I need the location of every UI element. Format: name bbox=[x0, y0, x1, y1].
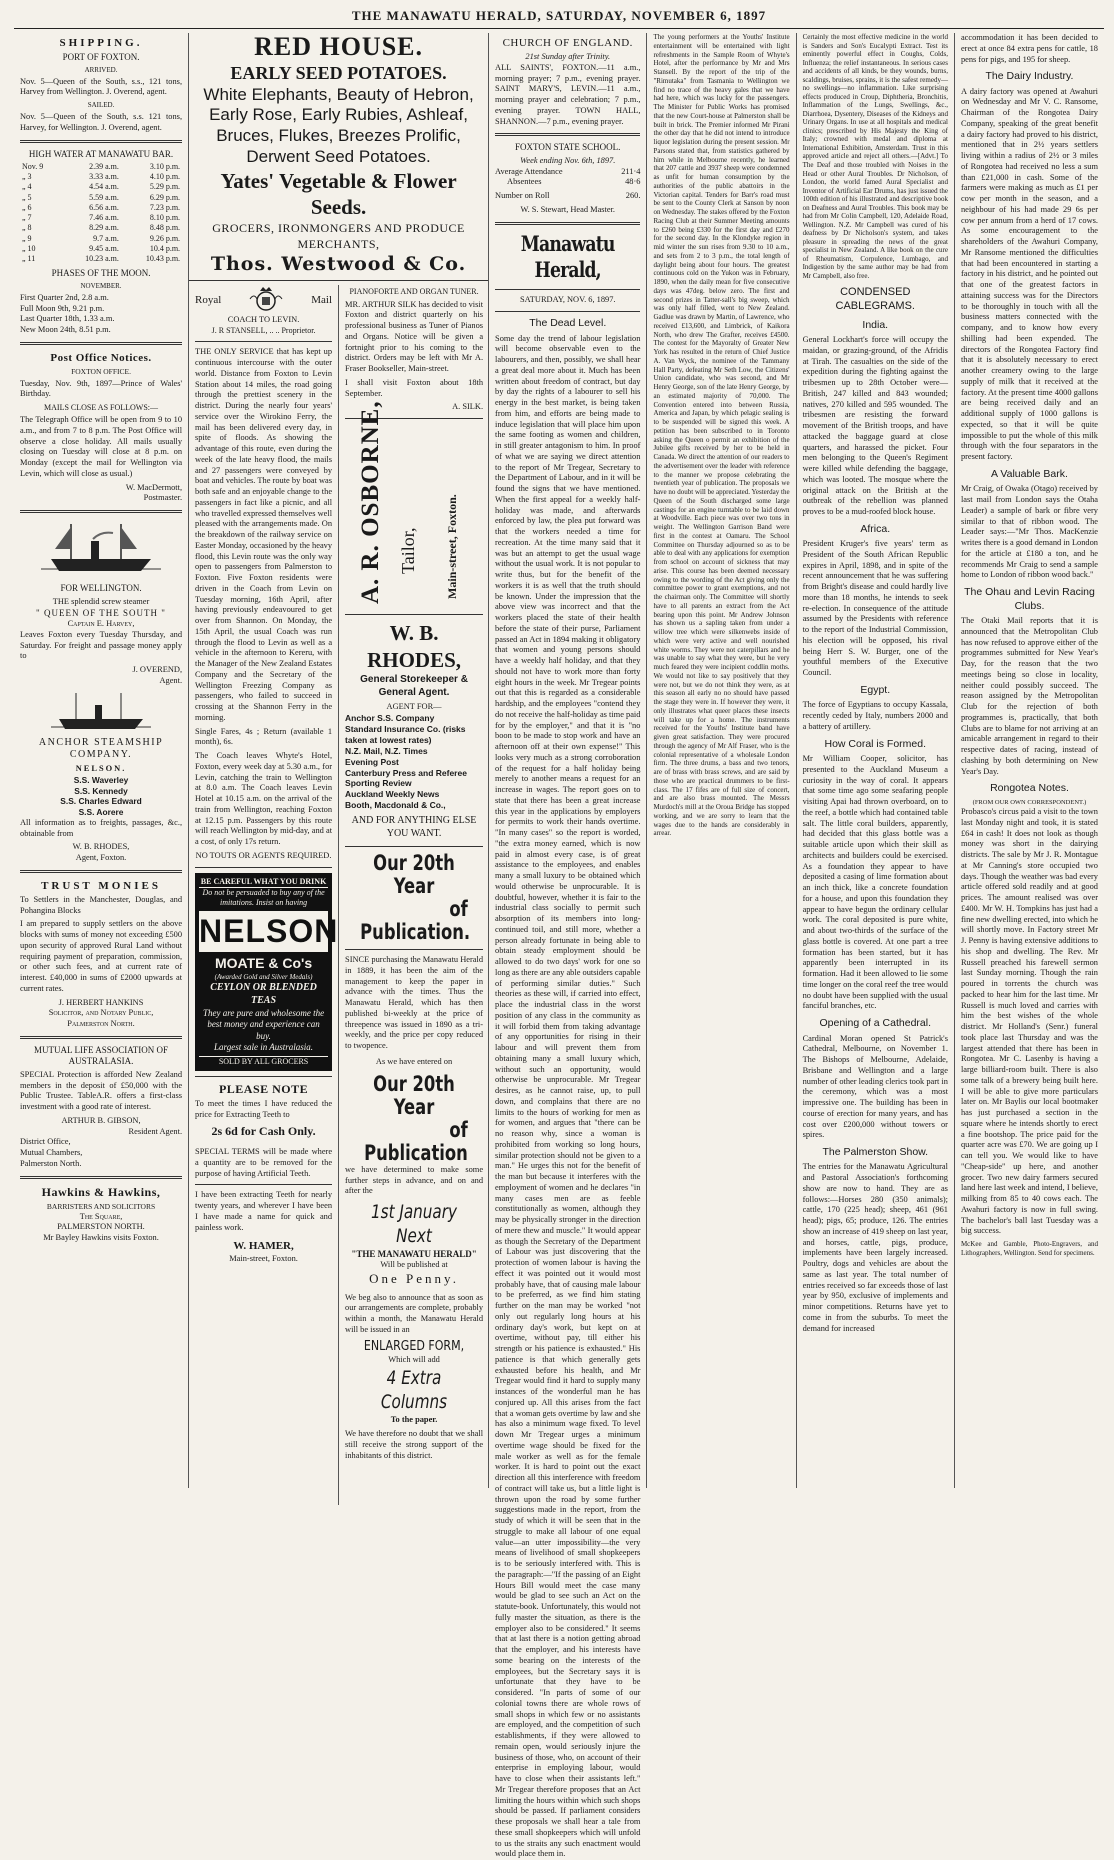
twentieth-which: Which will add bbox=[388, 1355, 440, 1365]
ohau-text: The Otaki Mail reports that it is announced that the Metropolitan Club has now refused to approve either of the programmes submitted for New Year's Day, for the reason that the two meetings being so close in locality, neither could possibly succeed. The reason assigned by the Metropolitan Club for the rejection of both programmes is, practically, that both Clubs are to blame for not arriving at an amicable arrangement in regard to their respective dates of racing, instead of clashing by both determining on New Year's Day. bbox=[960, 616, 1098, 776]
nelson-line3: (Awarded Gold and Silver Medals) bbox=[214, 973, 313, 982]
column-2 bbox=[189, 33, 489, 1488]
divider bbox=[345, 614, 483, 615]
nelson-line1: BE CAREFUL WHAT YOU DRINK bbox=[199, 877, 328, 888]
coach-times: The Coach leaves Whyte's Hotel, Foxton, every week day at 5.30 a.m., for Levin, catching the train to Wellington at 8.0 a.m. The Coach leaves Levin Hotel at 10.15 a.m. on the arrival of the train from Wellington, reaching Foxton at 12.15 p.m. Passengers by this route will reach Wellington by mid-day, and at a cost, of only 17s return. bbox=[195, 751, 333, 847]
tide-cell: 9.45 a.m. bbox=[89, 243, 119, 253]
nelson-line7: SOLD BY ALL GROCERS bbox=[199, 1056, 328, 1067]
column-5 bbox=[797, 33, 955, 1488]
coach-proprietor: J. R STANSELL, .. .. Proprietor. bbox=[211, 326, 316, 336]
tide-cell: „ 8 bbox=[22, 223, 32, 233]
osborne-trade: Tailor, bbox=[398, 527, 419, 575]
tide-cell: 3.10 p.m. bbox=[149, 162, 181, 172]
post-office-heading: Post Office Notices. bbox=[50, 351, 152, 364]
port-name: PORT OF FOXTON. bbox=[62, 52, 140, 63]
tide-row bbox=[20, 234, 182, 244]
mails-heading: MAILS CLOSE AS FOLLOWS:— bbox=[44, 403, 159, 412]
show-continued: accommodation it has been decided to erect at once 84 extra pens for cattle, 18 pens for pigs, and 195 for sheep. bbox=[960, 33, 1098, 64]
cables-heading: CONDENSED CABLEGRAMS. bbox=[835, 286, 915, 313]
moon-phase-item: Last Quarter 18th, 1.33 a.m. bbox=[20, 314, 115, 324]
tide-row bbox=[20, 182, 182, 192]
attendance-label: Average Attendance bbox=[495, 166, 563, 176]
twentieth-text: SINCE purchasing the Manawatu Herald in 1889, it has been the aim of the management to keep the paper in advance with the times. Thus the Manawatu Herald, which has then published bi-weekly at the price of threepence was issued in 1890 as a tri-weekly, and the price per copy reduced to twopence. bbox=[345, 955, 484, 1051]
tide-cell: 10.43 p.m. bbox=[145, 254, 181, 264]
tide-cell: 9.7 a.m. bbox=[93, 233, 119, 243]
tide-cell: 5.29 p.m. bbox=[149, 182, 181, 192]
school-absentees-row bbox=[495, 177, 640, 188]
divider bbox=[495, 289, 640, 290]
tide-row bbox=[20, 193, 182, 203]
steamer-schedule: Leaves Foxton every Tuesday Thursday, and Saturday. For freight and passage money apply to bbox=[20, 629, 183, 661]
tide-cell: „ 10 bbox=[22, 243, 36, 253]
school-heading: FOXTON STATE SCHOOL. bbox=[515, 142, 621, 153]
anchor-ship-item: S.S. Charles Edward bbox=[60, 796, 142, 807]
twentieth-paper: "THE MANAWATU HERALD" bbox=[351, 1248, 477, 1259]
mckee-advert: McKee and Gamble, Photo-Engravers, and Lithographers, Wellington. Send for specimens. bbox=[960, 1240, 1098, 1257]
divider bbox=[195, 1076, 332, 1077]
piano-heading: PIANOFORTE AND ORGAN TUNER. bbox=[349, 287, 479, 297]
piano-sign: A. SILK. bbox=[452, 402, 484, 412]
leader-article: Some day the trend of labour legislation will become observable even to the labourers, and then, possibly, we shall hear a great deal more about it. Much has been written about freedom of contract, but day by day the rights of a labourer to sell his energy in the best market, is being taken from him, and efforts are being made to induce legislation that will place him upon the same footing as women and children, in still greater antagonism to him. In proof of what we are saying we direct attention to the report of Mr Tregear, Secretary to the Department of Labour, and in it will be found the signs that we have mentioned. When the first appeal for a weekly half-holiday was made, and afterwards enforced by law, the plea put forward was that the workers needed a time for recreation. At the time many said that it was but an attempt to get the usual wage without the usual work. It is not popular to write thus, but for the benefit of the workers it is as well that the truth should be known. Under the impression that the above view was incorrect and that the workers placed the state of their health before the state of their purse, Parliament passed an Act in 1894 making it obligatory that women and young persons should have a weekly half holiday, and that they should not have to work more than forty eight hours in the week. Mr Tregear points out that this is regarded as a considerable hardship, and the employees "contend they do not receive the half-holiday as time paid for by the employer," and that it is "no boon to be made to stop work and have an afternoon off at their own expense!" This looks very much as a strong corroboration of the request for a half holiday being merely to another means a request for an increase in wages. The report goes on to state that there has been a great increase this year in the applications by employers for permits to work their hands overtime. "In many cases" so the report is worded, "the extra money earned, which is now paid in almost every case, is of great assistance to the employees, and enables many a small luxury to be obtained which would otherwise be unprocurable. It is doubtful, however, whether it is fair to the industrial class socially to permit such absorption of its members into long-continued toil, and still more, whether a person already fortunate in being able to obtain steady employment should be allowed to do two days' work for one so long as there are any able outsiders capable of performing similar duties." Such theories as these will, if carried into effect, place the industrial class in the worst position of any class in the community as it will forbid them from taking advantage of any opportunities for rising in their labour and will prevent them from obtaining many a small luxury which, without such an opportunity, would otherwise be unprocurable. Mr Tregear desires, as he cannot raise, up, to pull down, and complains that there are no limits to the hours of working for men as for women, and argues that "there can be no reason why, since a woman is prohibited from working so long hours, similar protection should not be given to a man." He urges this not for the benefit of the man but because it interferes with the employment of women and he declares "in many cases men are as feeble constitutionally as women, although they may be physically stronger in the direction of mere thew and muscle." It would appear as though the Secretary of the Department of Labour was just discovering that the protection of women labour is having the effect it was pointed out it would most probably have, that of causing male labour to be preferred, as we find him stating further on the man may be worked "not only out regularly long hours at his ordinary day's work, but kept on at overtime, without pay, till either his strength or his patience is exhausted." His patience is that which generally gets exhausted before his health, and Mr Tregear would find it hard to supply many instances of the wonderful man he has conjured up. All this arises from the fact that a woman gets overtime by law and she has also a minimum wage fixed. To level down Mr Tregear urges a minimum overtime wage should be fixed for the male worker as well as for the female worker. It is hard to point out the exact direction all this interference with freedom of contract will take us, but a little light is thrown upon the road by some further suggestions made in the report, from the study of which it will be seen that in the struggle to make all labour of one equal value—an utter impossibility—the very means of livelihood of small shopkeepers is to be seriously interfered with. This is the paragraph:—"If the passing of an Eight Hours Bill would meet the case many would be glad to see such an Act on the statute-book. Unfortunately, this would not fully master the situation, as there is the employer also to be considered." It seems that at last there is a notion getting abroad that the employer, and his interests have some bearing on the interests of the employees, but the Secretary says it is unfortunate that they have to be considered. "In parts of some of our colonial towns there are whole rows of small shops in which few or no assistants are employed, and the competition of such establishments, if they were allowed to remain open, would seriously injure the business of those, who, on account of their enterprise in employing labour, would have to close when their assistants left." Mr Tregear therefore proposes that an Act limiting the hours within which such shops should be passed. If parliament considers these proposals we shall hear a tale from these small shopkeepers which will unfold to us the straits any such enactment would would place them in. bbox=[495, 333, 641, 1859]
cathedral-text: Cardinal Moran opened St Patrick's Cathedral, Melbourne, on November 1. The Bishops of Melbourne, Adelaide, Brisbane and Wellington and a large number of other leading clerics took part in the ceremony, which was a most impressive one. The building has been in course of erection for many years, and has cost over £200,000 without towers or spires. bbox=[802, 1033, 948, 1140]
divider bbox=[345, 949, 483, 950]
tide-row bbox=[20, 254, 182, 264]
column-4 bbox=[647, 33, 796, 1488]
divider bbox=[495, 133, 640, 136]
divider bbox=[495, 311, 640, 312]
hankins-title: Solicitor, and Notary Public, bbox=[48, 1008, 154, 1018]
hawkins-addr: The Square, bbox=[79, 1211, 123, 1221]
gibson-name: ARTHUR B. GIBSON, bbox=[61, 1115, 141, 1125]
steamer-agent: J. OVEREND, bbox=[132, 665, 183, 675]
show-heading: The Palmerston Show. bbox=[822, 1146, 929, 1158]
twentieth-to-paper: To the paper. bbox=[390, 1414, 438, 1424]
twentieth-price: One Penny. bbox=[369, 1271, 459, 1287]
divider bbox=[20, 140, 182, 143]
rhodes-name: W. B. RHODES, bbox=[367, 621, 462, 672]
hawkins-heading: Hawkins & Hawkins, bbox=[41, 1184, 161, 1199]
tide-cell: „ 4 bbox=[22, 182, 32, 192]
tide-cell: 5.59 a.m. bbox=[89, 192, 119, 202]
roll-value: 260. bbox=[625, 191, 641, 201]
rongotea-correspondent: (FROM OUR OWN CORRESPONDENT.) bbox=[972, 798, 1087, 806]
hawkins-place: PALMERSTON NORTH. bbox=[57, 1222, 145, 1232]
tide-row bbox=[20, 162, 182, 172]
herald-title: Manawatu Herald, bbox=[520, 230, 615, 283]
mail-label: Mail bbox=[311, 294, 333, 307]
divider bbox=[195, 1184, 332, 1185]
rhodes-agency-item: N.Z. Mail, N.Z. Times bbox=[345, 745, 428, 756]
mutual-addr-1: District Office, bbox=[20, 1137, 71, 1147]
rhodes-agent-for: AGENT FOR— bbox=[386, 702, 442, 712]
anchor-ship-item: S.S. Aorere bbox=[78, 807, 124, 818]
twentieth-line2: of Publication. bbox=[360, 896, 471, 944]
coach-body: THE ONLY SERVICE that has kept up continuous intercourse with the outer world. Distance from Foxton to Levin Station about 14 miles, the road going through the prettiest scenery in the district. During the nearly four years' service over the Wirokino Ferry, the mail has been delivered every day, in spite of floods. As showing the advantage of this route, even during the week of the late heavy flood, the mails and 27 passengers were conveyed by boat and vehicles. The route by boat was both safe and an enjoyable change to the passengers in fact like a picnic, and all who travelled expressed themselves well pleased with the arrangements made. On the breakdown of the railway service on Easter Monday, occasioned by the heavy flood, this Levin route was the only way open to passengers from Palmerston to Foxton. Five Foxton residents were driven in the Coach from Levin on Tuesday morning, 16th April, after having previously endeavoured to get over from Shannon. On Monday, the 15th April, the usual Coach was run through the flood to Levin as well as a vehicle in the afternoon to Kereru, with the Manager of the New Zealand Estates Company and the Secretary of the Wellington Freezing Company as passengers, who failed to succeed in crossing at the Shannon Ferry in the morning. bbox=[195, 347, 333, 722]
mutual-addr-3: Palmerston North. bbox=[20, 1158, 82, 1168]
twentieth-entered: As we have entered on bbox=[375, 1056, 453, 1066]
anchor-heading: ANCHOR STEAMSHIP COMPANY. bbox=[38, 736, 164, 761]
twentieth-determined: we have determined to make some further steps in advance, and on and after the bbox=[345, 1164, 484, 1196]
tide-row bbox=[20, 244, 182, 254]
tide-cell: „ 11 bbox=[22, 254, 36, 264]
tide-cell: „ 5 bbox=[22, 192, 32, 202]
tide-cell: 6.29 p.m. bbox=[149, 192, 181, 202]
tide-row bbox=[20, 223, 182, 233]
rongotea-text: Probasco's circus paid a visit to the town last Monday night and took, it is stated £64 in cash! It does not look as though money was short in the dairying districts. The sale by Mr J. R. Montague at Mr Canning's store occupied two days. Though the weather was bad every article offered sold readily and at good prices. The amount realised was over £400. Mr W. H. Tompkins has just had a fine new dwelling erected, into which he will shortly move. In Factory street Mr J. Penny is having extensive additions to his shop and dwelling. The Rev. Mr Russell preached his farewell sermon last Sunday morning. Though the rain poured in torrents the church was packed to hear him for the last time. Mr Russell is much loved and carries with him the best wishes of the whole district. Mr Holland's (Senr.) funeral took place last Thursday and was the largest attended that there has been in Rongotea. Mr C. Lasenby is having a large billiard-room built. There is also some talk of a brewery being built here. I will be able to give more particulars later on. Mr Baylis our local bootmaker has just purchased a section in the square where he intends shortly to erect a fine bootshop. The price paid for the quarter acre was £70. We are going up I can tell you. We would like to have "Cheap-side" up here, and another grocer. Two new dairy farmers secured land here last week and intend, I believe, milking from 85 to 40 cows each. The Awahuri factory is now in full swing. The bachelor's ball last Tuesday was a big success. bbox=[960, 807, 1098, 1236]
church-heading: CHURCH OF ENGLAND. bbox=[502, 37, 633, 49]
tide-row bbox=[20, 213, 182, 223]
nelson-brand: NELSON bbox=[199, 911, 328, 952]
coach-fares: Single Fares, 4s ; Return (available 1 month), 6s. bbox=[195, 726, 333, 747]
twentieth-line4: of Publication bbox=[364, 1117, 468, 1165]
cathedral-heading: Opening of a Cathedral. bbox=[819, 1017, 931, 1030]
arrived-label: ARRIVED. bbox=[84, 65, 118, 74]
hawkins-note: Mr Bayley Hawkins visits Foxton. bbox=[43, 1233, 159, 1243]
column-3 bbox=[489, 33, 647, 1859]
steamer-captain: Captain E. Harvey, bbox=[67, 619, 135, 629]
dairy-heading: The Dairy Industry. bbox=[985, 70, 1074, 83]
hawkins-sub: BARRISTERS AND SOLICITORS bbox=[46, 1202, 156, 1212]
page-masthead: THE MANAWATU HERALD, SATURDAY, NOVEMBER 6, 1897 bbox=[351, 8, 767, 23]
osborne-addr: Main-street, Foxton. bbox=[445, 494, 460, 600]
twentieth-line3: Our 20th Year bbox=[373, 1071, 455, 1119]
coral-text: Mr William Cooper, solicitor, has presented to the Auckland Museum a curiosity in the way of coral. It appears that some time ago some seafaring people visiting Apai had thrown overboard, on to the reef, a bottle which had contained table salt. The little coral builders, apparently, had decided that this glass bottle was a suitable article upon which their skill as architects and builders could be exercised. As a foundation they appear to have deposited a casing of lime formation about an inch thick, like a concrete foundation for a house, and upon this foundation they appear to have begun the ordinary cellular work. The coral deposited is pure white, and about two-thirds of the surface of the glass bottle is covered. At one part a tree formation has been started, but it has apparently been interrupted in its formation. Had it been allowed to lie some time longer on the coral reef the tree would no doubt have been supplied with the usual fanciful branches, etc. bbox=[802, 754, 948, 1011]
divider bbox=[20, 1036, 182, 1039]
tide-cell: 7.46 a.m. bbox=[89, 213, 119, 223]
tide-cell: 4.54 a.m. bbox=[89, 182, 119, 192]
rhodes-agencies bbox=[345, 713, 483, 811]
coach-touts: NO TOUTS OR AGENTS REQUIRED. bbox=[195, 850, 332, 860]
tide-cell: 9.26 p.m. bbox=[149, 233, 181, 243]
mutual-addr-2: Mutual Chambers, bbox=[20, 1148, 83, 1158]
holiday-text: Tuesday, Nov. 9th, 1897—Prince of Wales' Birthday. bbox=[20, 378, 183, 399]
twentieth-line1: Our 20th Year bbox=[373, 850, 455, 898]
bark-heading: A Valuable Bark. bbox=[991, 467, 1068, 480]
rhodes-agency-item: Canterbury Press and Referee bbox=[345, 767, 467, 778]
nelson-line2: Do not be persuaded to buy any of the imitations. Insist on having bbox=[202, 887, 325, 908]
tide-cell: „ 3 bbox=[22, 172, 32, 182]
hamer-addr: Main-street, Foxton. bbox=[229, 1253, 298, 1263]
rongotea-heading: Rongotea Notes. bbox=[990, 782, 1069, 795]
divider bbox=[345, 846, 483, 847]
hankins-name: J. HERBERT HANKINS bbox=[58, 997, 144, 1007]
dairy-text: A dairy factory was opened at Awahuri on Wednesday and Mr V. C. Ransome, Chairman of the Rongotea Dairy Company, speaking of the great benefit a dairy factory had proved to his district, mentioned that in 2½ years settlers living within a radius of 2½ or 3 miles of Rongotea had received no less a sum than £21,000 in cash. Some of the farmers were making as much as £1 per cow per month in the season, and a neighbour of his had made 29 6s per cow per annum from a herd of 17 cows. As some encouragement to the shareholders of the Awahuri Company, Mr Ransome mentioned the difficulties that had been encountered in starting a factory in his district, and he pointed out that one of the greatest factors in attaining success was for the Directors to be thoroughly in touch with all the business matters connected with the company, and to know how every shilling had been expended. The directors of the Rongotea Factory find that it is absolutely necessary to erect another creamery owing to the large supply of milk that it received at the factory. At the present time 4000 gallons are being received daily and an additional supply of 1000 gallons is expected, so that it will be quite impossible to put the whole of this milk through with the four separators in the present factory. bbox=[960, 86, 1098, 462]
masthead-rule bbox=[14, 28, 1104, 29]
rhodes-agency-item: Anchor S.S. Company bbox=[345, 713, 435, 724]
rhodes-agency-item: Standard Insurance Co. (risks taken at lowest rates) bbox=[345, 724, 466, 745]
steamer-intro: THE splendid screw steamer bbox=[52, 596, 150, 606]
bark-text: Mr Craig, of Owaka (Otago) received by last mail from London says the Otaha Leader) a sample of bark or fibre very similar to that of ribbon wood. The Leader says:—"Mr Thos. MacKenzie writes there is a good demand in London for the article at £180 a ton, and he recommends Mr Craig to send a sample home to London of ribbon wood back." bbox=[960, 484, 1098, 580]
herald-date: SATURDAY, NOV. 6, 1897. bbox=[520, 295, 616, 305]
nelson-firm: MOATE & Co's bbox=[214, 955, 313, 972]
potato-varieties: White Elephants, Beauty of Hebron, Early Rose, Early Rubies, Ashleaf, Bruces, Flukes, Breezes Prolific, Derwent Seed Potatoes. bbox=[203, 84, 474, 166]
show-text: The entries for the Manawatu Agricultural and Pastoral Association's forthcoming show are now to hand. They are as follows:—Horses 280 (350 animals); cattle, 170 (225 head); sheep, 461 (961 head); pigs, 65; produce, 126. The entries show an increase of 419 sheep on last year, and horses, cattle, pigs, produce, implements have been largely increased. Poultry, dogs and vehicles are about the same as last year. The total number of entries received so far exceeds those of last year by 950, exclusive of implements and minor competitions. Returns have yet to come in from the suburbs. To meet the demand for increased bbox=[802, 1162, 948, 1333]
coral-heading: How Coral is Formed. bbox=[824, 737, 927, 750]
steamship-illustration bbox=[41, 519, 161, 579]
rhodes-agency-item: Sporting Review bbox=[345, 778, 412, 789]
tide-cell: Nov. 9 bbox=[22, 162, 44, 172]
nelson-line6: Largest sale in Australasia. bbox=[214, 1042, 314, 1053]
rhodes-trade: General Storekeeper & General Agent. bbox=[360, 673, 468, 698]
hamer-name: W. HAMER, bbox=[233, 1240, 294, 1253]
tide-row bbox=[20, 172, 182, 182]
yates-seeds: Yates' Vegetable & Flower Seeds. bbox=[220, 168, 457, 220]
moon-phase-item: Full Moon 9th, 9.21 p.m. bbox=[20, 303, 105, 313]
mutual-heading: MUTUAL LIFE ASSOCIATION OF AUSTRALASIA. bbox=[34, 1044, 168, 1067]
moon-heading: PHASES OF THE MOON. bbox=[51, 268, 151, 279]
school-week: Week ending Nov. 6th, 1897. bbox=[520, 155, 616, 165]
anchor-agent: W. B. RHODES, bbox=[72, 842, 130, 852]
trust-heading: TRUST MONIES bbox=[41, 879, 161, 892]
tide-cell: „ 9 bbox=[22, 233, 32, 243]
column-6 bbox=[955, 33, 1104, 1488]
shipping-heading: SHIPPING. bbox=[59, 37, 143, 49]
westwood-firm: Thos. Westwood & Co. bbox=[210, 253, 467, 276]
special-terms: SPECIAL TERMS will be made where a quantity are to be removed for the purpose of having Artificial Teeth. bbox=[195, 1147, 333, 1178]
tide-cell: „ 7 bbox=[22, 213, 32, 223]
local-news: The young performers at the Youths' Institute entertainment will be entertained with light refreshments in the Sample Room of Whyte's Hotel, after the performance by Mr and Mrs Stansell. By the report of the trip of the "Rimutaka" from Tasmania to Wellington we find no trace of the heavy gales that we have had here, which was lucky for the passengers. The Minister for Public Works has promised that the new Court-house at Palmerston shall be built in brick. The Premier informed Mr Pirani the other day that he did not intend to introduce liquor legislation during the present session. Mr Parsons stated that, from statistics gathered by him while in Melbourne recently, he learned that 207 cattle and 3937 sheep were condemned as unfit for human consumption by the authorities of the public abattoirs in the Victorian capital. Tenders for Barr's road must be sent to the County Clerk at Sanson by noon on Wednesday. The stakes offered by the Foxton Racing Club at their Summer Meeting amounts to £260 being £330 for the first day and £270 for the second day. In the Klondyke region in mid winter the sun rises from 9.30 to 10 a.m., and sets from 2 to 3 p.m., the total length of daylight being about four hours. The greatest continuous cold on the Yukon was in February, 1890, when the daily mean for five consecutive days was 47deg. below zero. The first and second prizes in Tatter-sall's big sweep, which was only half filled, went to New Zealand. Gadlue was drawn by Martin, of Lawrence, who received £13,600, and Limbrick, of Kaikora North, who drew The Grafter, receives £4500. The contest for the Mayoralty of Greater New York has resulted in the return of Chief Justice A. Van Wyck, the nominee of the Tammany Hall Party, defeating Mr Seth Low, the Citizens' Union candidate, who was second, and Mr Henry George, son of the late Henry George, by an estimated majority of 70,000. The Convention entered into between Russia, America and Japan, by which pelagic sealing is to be suspended will be signed this week. A petition has been subscribed to in Toronto asking the Queen o permit an exhibition of the Jubilee gifts received by her to be held in Canada. We direct the attention of our readers to the advertisement over the leader with reference to the manner we propose celebrating the twentieth year of publication. The proposals we have no doubt will be appreciated. Yesterday the Queen of the South discharged some large castings for an engine turntable to be laid down at Woodville. Each piece was over two tons in weight. The Wellington Garrison Band were first in the contest at Oamaru. The School Committee on Thursday adjourned so as to be able to deal with any applications for exemption from school on account of sickness that may arise. This course has been deemed necessary owing to the wording of the Act giving only the committee power to grant exemptions, and not the chairman only. The Committee will shortly have to all parents an extract from the Act bearing upon this point. Mr Andrew Johnson has shown us a sapling taken from under a willow tree which were silkenwebs inside of which were very active and well nourished white worms. They were not caterpillars and he was unable to say what they were, but he very much feared they were incipient coddlin moths. We would not like to say positively that they were not, but we do not think they were, as at this season all early no no should have passed the stage they were in. If however they were, it only illustrates what queer places these insects will take up for a home. The instruments received for the Youths' Institute band have given great satisfaction. They were procured through the agency of Mr Alf Fraser, who is the colonial representative of a wholesale London firm. The three drums, a bass and two tenors, are of brass with brass screws, and are said by those who are practical drummers to be first-class. The 17 fifes are of full size of concert, and are also brass mounted. The Messrs Murdoch's mill at the Oroua Bridge has stopped working, and we are sorry to learn that the wages due to the hands are considerably in arrear. bbox=[653, 33, 790, 838]
moon-phases bbox=[20, 293, 182, 336]
anchor-agent-title: Agent, Foxton. bbox=[75, 853, 127, 863]
school-attendance-row bbox=[495, 167, 640, 178]
school-master: W. S. Stewart, Head Master. bbox=[520, 204, 616, 214]
divider bbox=[20, 870, 182, 873]
egypt-heading: Egypt. bbox=[860, 683, 891, 696]
divider bbox=[20, 1176, 182, 1179]
africa-heading: Africa. bbox=[860, 522, 891, 535]
nelson-line4: CEYLON OR BLENDED TEAS bbox=[210, 982, 317, 1006]
divider bbox=[195, 867, 332, 868]
divider bbox=[20, 342, 182, 345]
india-heading: India. bbox=[862, 318, 889, 331]
church-sunday: 21st Sunday after Trinity. bbox=[525, 52, 611, 62]
roll-label: Number on Roll bbox=[495, 191, 550, 201]
twentieth-enlarged: ENLARGED FORM, bbox=[363, 1338, 465, 1354]
tide-cell: 7.23 p.m. bbox=[149, 202, 181, 212]
church-services: ALL SAINTS', FOXTON.—11 a.m., morning prayer; 7 p.m., evening prayer. SAINT MARY'S, LEVIN.—11 a.m., morning prayer and celebration; 7 p.m., evening prayer. TOWN HALL, SHANNON.—7 p.m., evening prayer. bbox=[495, 62, 641, 126]
anchor-ship-item: S.S. Waverley bbox=[73, 774, 129, 785]
tide-cell: 8.10 p.m. bbox=[149, 213, 181, 223]
tide-table bbox=[20, 162, 182, 264]
sailed-text: Nov. 5—Queen of the South, s.s. 121 tons, Harvey, for Wellington. J. Overend, agent. bbox=[20, 112, 183, 132]
tide-cell: 10.4 p.m. bbox=[149, 243, 181, 253]
rhodes-agency-item: Booth, Macdonald & Co., bbox=[345, 800, 446, 811]
attendance-value: 211·4 bbox=[621, 166, 641, 176]
twentieth-published: Will be published at bbox=[380, 1260, 448, 1270]
tide-cell: 6.56 a.m. bbox=[89, 202, 119, 212]
divider bbox=[495, 222, 640, 225]
nelson-line5: They are pure and wholesome the best money and experience can buy. bbox=[203, 1007, 325, 1041]
india-text: General Lockhart's force will occupy the maidan, or grazing-ground, of the Afridis at Tirah. The casualties on the side of the expedition during the fighting against the tribesmen up to 28th October were—British, 247 killed and 843 wounded; natives, 270 killed and 595 wounded. The tribesmen are resisting the forward movement of the British troops, and have attacked the baggage guard at close quarters, and harassed the picket. Four men belonging to the Queen's Regiment were killed while defending the baggage, which was looted. The mosque where the original attack on the British at the outbreak of the rebellion was planned proves to be a mud-roofed block house. bbox=[802, 335, 948, 516]
mails-text: The Telegraph Office will be open from 9 to 10 a.m., and from 7 to 8 p.m. The Post Office will observe a close holiday. All mails usually closing on Tuesday will close at 8 p.m. on Monday (except the mail for Wellington via Levin, which will close as usual.) bbox=[20, 415, 183, 478]
osborne-name: A. R. OSBORNE, bbox=[357, 400, 385, 605]
piano-text: MR. ARTHUR SILK has decided to visit Foxton and district quarterly on his professional business as Tuner of Pianos and Organs. Notice will be given a fortnight prior to his coming to the district. Orders may be left with Mr A. Fraser Bookseller, Main-street. bbox=[345, 299, 484, 374]
steamer-small-illustration bbox=[51, 691, 151, 733]
trust-intro: To Settlers in the Manchester, Douglas, and Pohangina Blocks bbox=[20, 894, 183, 915]
please-note-heading: PLEASE NOTE bbox=[218, 1081, 309, 1096]
column-1 bbox=[14, 33, 189, 1488]
please-note-text: To meet the times I have reduced the price for Extracting Teeth to bbox=[195, 1099, 333, 1120]
steamer-agent-title: Agent. bbox=[159, 675, 183, 685]
remedy-advert: Certainly the most effective medicine in the world is Sanders and Son's Eucalypti Extract. Test its eminently powerful effect in Coughs, Colds, Influenza; the relief instantaneous. In serious cases and accidents of all kinds, be they wounds, burns, scaldings, bruises, sprains, it is the safest remedy—no swellings—no inflammation. Like surprising effects produced in Croup, Diphtheria, Bronchitis, Inflammation of the Lungs, Swellings, &c., Diarrhoea, Dysentery, Diseases of the Kidneys and Urinary Organs. In use at all hospitals and medical clinics; prescribed by His Majesty the King of Italy; crowned with medal and diploma at International Exhibition, Amsterdam. Trust in this approved article and reject all others.—[Advt.] To The Deaf and those troubled with Noises in the Head or other Aural Troubles. Dr Nicholson, of London, the world famed Aural Specialist and Inventor of Artificial Ear Drums, has just issued the 100th edition of his illustrated and descriptive book on Deafness and Aural Troubles. This book may be had from Mr Colin Campbell, 120, Adelaide Road, Wellington. N.Z. Mr Campbell was cured of his deafness by Dr Nicholson's system, and takes pleasure in spreading the news of the great specialist in New Zealand. A like book on the cure of Rheumatism, Corpulence, Lumbago, and Indigestion by the same author may be had from Mr Campbell, also free. bbox=[802, 33, 948, 280]
anchor-ship-item: S.S. Kennedy bbox=[74, 785, 128, 796]
twentieth-closing: We have therefore no doubt that we shall still receive the strong support of the inhabitants of this district. bbox=[345, 1429, 484, 1460]
anchor-ships bbox=[20, 775, 182, 818]
ohau-heading: The Ohau and Levin Racing Clubs. bbox=[964, 586, 1095, 612]
moon-phase-item: First Quarter 2nd, 2.8 a.m. bbox=[20, 292, 109, 302]
egypt-text: The force of Egyptians to occupy Kassala, recently ceded by Italy, numbers 2000 and a battery of artillery. bbox=[802, 700, 948, 731]
red-house-title: RED HOUSE. bbox=[254, 32, 423, 61]
anchor-sub: NELSON. bbox=[75, 764, 127, 774]
absentees-value: 48·6 bbox=[625, 177, 641, 187]
trust-body: I am prepared to supply settlers on the above blocks with sums of money not exceeding £500 upon security of approved Rural Land without requiring payment of preparation, commission, or other such fees, and at current rate of interest. £40,000 in sums of £2000 upwards at current rates. bbox=[20, 919, 183, 993]
tide-cell: 8.29 a.m. bbox=[89, 223, 119, 233]
tide-cell: 3.33 a.m. bbox=[89, 172, 119, 182]
anchor-text: All information as to freights, passages, &c., obtainable from bbox=[20, 817, 183, 838]
steamer-name: " QUEEN OF THE SOUTH " bbox=[36, 607, 166, 618]
twentieth-date: 1st January Next bbox=[371, 1201, 458, 1248]
hankins-place: Palmerston North. bbox=[67, 1019, 135, 1029]
moon-phase-item: New Moon 24th, 8.51 p.m. bbox=[20, 325, 111, 335]
tide-cell: 4.10 p.m. bbox=[149, 172, 181, 182]
rhodes-agency-item: Evening Post bbox=[345, 756, 399, 767]
moon-month: NOVEMBER. bbox=[80, 281, 122, 290]
piano-visit: I shall visit Foxton about 18th September. bbox=[345, 377, 484, 398]
gibson-title: Resident Agent. bbox=[128, 1126, 183, 1136]
divider bbox=[20, 510, 182, 513]
postmaster-signature: W. MacDermott, bbox=[125, 482, 183, 492]
rhodes-agency-item: Auckland Weekly News bbox=[345, 789, 440, 800]
tide-cell: „ 6 bbox=[22, 202, 32, 212]
divider bbox=[189, 280, 488, 281]
royal-label: Royal bbox=[195, 294, 222, 307]
tide-cell: 2.39 a.m. bbox=[89, 162, 119, 172]
tides-heading: HIGH WATER AT MANAWATU BAR. bbox=[28, 148, 174, 159]
extraction-price: 2s 6d for Cash Only. bbox=[211, 1123, 316, 1138]
nelson-tea-ad bbox=[195, 873, 339, 1071]
wellington-heading: FOR WELLINGTON. bbox=[60, 583, 142, 594]
mutual-text: SPECIAL Protection is afforded New Zealand members in the deposit of £50,000 with the Public Trustee. TableA.R. offers a first-class investment with a good rate of interest. bbox=[20, 1069, 183, 1112]
extract-text: I have been extracting Teeth for nearly twenty years, and wherever I have been I have made a name for quick and painless work. bbox=[195, 1190, 333, 1232]
divider bbox=[195, 341, 332, 342]
absentees-label: Absentees bbox=[507, 177, 542, 187]
grocers-line: GROCERS, IRONMONGERS AND PRODUCE MERCHANTS, bbox=[212, 221, 465, 251]
tide-row bbox=[20, 203, 182, 213]
postmaster-title: Postmaster. bbox=[143, 493, 183, 503]
rhodes-anything: AND FOR ANYTHING ELSE YOU WANT. bbox=[351, 815, 477, 839]
royal-crest-icon bbox=[246, 285, 286, 315]
tide-cell: 8.48 p.m. bbox=[149, 223, 181, 233]
tide-cell: 10.23 a.m. bbox=[85, 254, 119, 264]
twentieth-announce: We beg also to announce that as soon as our arrangements are complete, probably within a month, the Manawatu Herald will be issued in an bbox=[345, 1292, 484, 1334]
post-office-name: FOXTON OFFICE. bbox=[71, 366, 131, 376]
africa-text: President Kruger's five years' term as President of the South African Republic expires in April, 1898, and in spite of the recent announcement that he was suffering from Bright's disease and could hardly live more than 18 months, he intends to seek re-election. In consequence of the attitude assumed by the Presidents with reference to the report of the Industrial Commission, his election will be opposed, his rival being Herr S. W. Burger, one of the youthful members of the Executive Council. bbox=[802, 539, 948, 678]
red-house-sub: EARLY SEED POTATOES. bbox=[230, 62, 447, 83]
arrived-text: Nov. 5—Queen of the South, s.s., 121 tons, Harvey from Wellington. J. Overend, agent. bbox=[20, 76, 183, 97]
twentieth-extra: 4 Extra Columns bbox=[380, 1367, 448, 1414]
school-roll-row bbox=[495, 191, 640, 202]
sailed-label: SAILED. bbox=[87, 101, 115, 110]
article-heading: The Dead Level. bbox=[529, 317, 607, 330]
coach-heading: COACH TO LEVIN. bbox=[227, 315, 300, 325]
